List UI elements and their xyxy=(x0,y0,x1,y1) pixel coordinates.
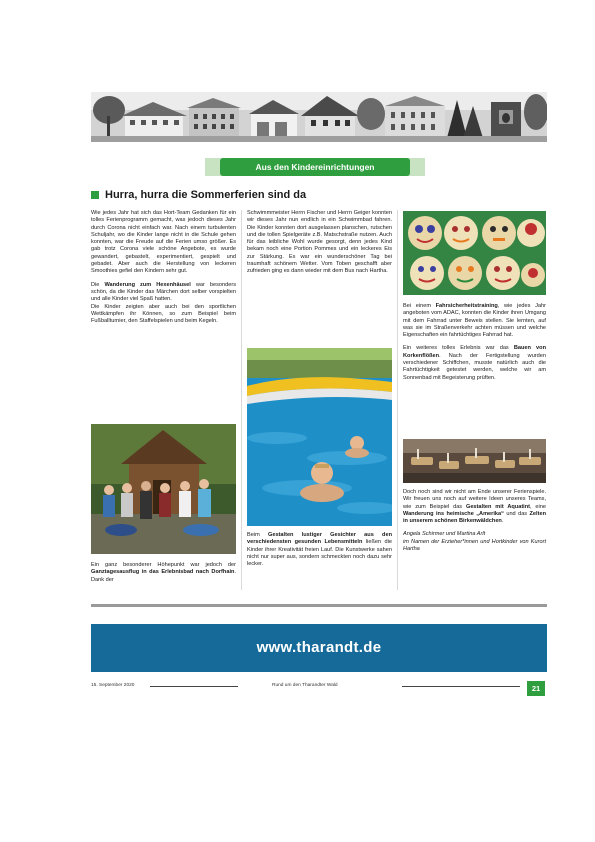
column-divider xyxy=(397,210,398,590)
footer-date: 15. September 2020 xyxy=(91,683,135,688)
bold-text: Gestalten lustiger Gesichter aus den verschiedensten gesunden Lebensmitteln xyxy=(247,532,392,546)
article-column-3 xyxy=(403,303,546,388)
paragraph xyxy=(403,345,546,381)
paragraph xyxy=(403,303,546,339)
text-run: und das xyxy=(503,510,530,517)
article-column-1 xyxy=(91,210,236,331)
article-title-row xyxy=(91,188,306,202)
paragraph: Wie jedes Jahr hat sich das Hort-Team Gedanken für ein tolles Ferienprogramm gemacht, was jedoch dieses Jahr durch Corona nicht einfach war. Nach einem turbulenten Schuljahr, wo die Kinder lange nicht in die Schule gehen konnten, war die Freude auf die Ferien umso größer. Es gab trotz Corona viele schöne Angebote, es wurde gewandert, gebastelt, experimentiert, gespielt und gebadet. Aber auch die Herstellung von leckeren Smoothies gefiel den Kindern sehr gut. xyxy=(91,210,236,275)
bold-text: Gestalten mit Aquatint xyxy=(465,503,531,510)
title-square-icon xyxy=(91,191,99,199)
text-run: ließen die Kinder ihrer Kreativität freien Lauf. Die Kunstwerke sahen nicht nur super aus, sondern schmeckten noch dazu sehr lecker. xyxy=(247,539,392,568)
url-banner[interactable]: www.tharandt.de xyxy=(91,624,547,672)
section-header-label: Aus den Kindereinrichtungen xyxy=(220,158,410,176)
text-run: Die Kinder zeigten aber auch bei den sportlichen Wettkämpfen ihr Können, so zum Beispiel beim Fußballturnier, den Staffelspielen und beim Kegeln. xyxy=(91,303,236,325)
column-divider xyxy=(241,210,242,590)
text-run: Beim xyxy=(247,532,268,538)
text-run: Ein weiteres tolles Erlebnis war das xyxy=(403,345,514,352)
article-column-2 xyxy=(247,210,392,282)
signature-role: im Namen der Erzieher*innen und Hortkinder von Kurort Hartha xyxy=(403,538,546,553)
footer-publication: Rund um den Tharandter Wald xyxy=(272,683,338,688)
text-run: Ein ganz besonderer Höhepunkt war jedoch der xyxy=(91,562,236,568)
article-column-3-continued xyxy=(403,489,546,559)
text-run: war besonders schön, da die Kinder das Märchen dort selber vorspielten und alle Kinder viel Spaß hatten. xyxy=(91,281,236,303)
text-run: , eine xyxy=(530,503,547,510)
paragraph xyxy=(403,489,546,525)
paragraph: Schwimmmeister Herrn Fischer und Herrn Geiger konnten wir dieses Jahr nun endlich in ein Schwimmbad fahren. Die Kinder konnten dort ausgelassen planschen, rutschen und die tollen Spielgeräte z.B. Matschstraße nutzen. Auch für das leibliche Wohl wurde gesorgt, denn jedes Kind bekam noch eine Portion Pommes und ein leckeres Eis zur Stärkung. Es war ein wunderschöner Tag bei traumhaft schönem Wetter. Vom Toben geschafft aber zufrieden ging es dann wieder mit dem Bus nach Hartha. xyxy=(247,210,392,275)
bold-text: Fahrsicherheitstraining xyxy=(435,303,498,309)
bold-text: Zelten in unserem schönen Birkenwäldchen xyxy=(403,510,546,525)
text-run: , wie jedes Jahr angeboten vom ADAC, konnten die Kinder ihren Umgang mit dem Fahrrad unter Beweis stellen. Sie lernten, auf was sie im Straßenverkehr achten müssen und welche Eigenschaften ein fahrtüchtiges Fahrrad hat. xyxy=(403,303,546,339)
bold-text: Bauen von Korkenflößen xyxy=(403,345,546,359)
photo-food-faces xyxy=(403,211,546,295)
photo-cork-rafts xyxy=(403,439,546,483)
bottom-divider xyxy=(91,604,547,607)
photo-swimming-pool xyxy=(247,348,392,526)
paragraph xyxy=(91,562,236,584)
bold-text: Ganztagesausflug in das Erlebnisbad nach Dorfhain xyxy=(91,569,235,576)
text-run: . Nach der Fertigstellung wurden verschiedener Schiffchen, musste natürlich auch die Fahrtüchtigkeit getestet werden, welche wir am Sonnenbad mit Begeisterung prüften. xyxy=(403,352,546,381)
article-column-1-continued xyxy=(91,562,236,590)
page-number: 21 xyxy=(527,681,545,696)
footer-rule xyxy=(150,686,238,687)
text-run: Die xyxy=(91,281,105,288)
bold-text: Wanderung ins heimische „Amerika“ xyxy=(403,510,504,517)
paragraph xyxy=(91,282,236,326)
photo-kids-hexenhaeusel xyxy=(91,424,236,554)
bold-text: Wanderung zum Hexenhäusel xyxy=(104,281,191,288)
text-run: Doch noch sind wir nicht am Ende unserer Ferienspiele. Wir freuen uns noch auf weitere Ideen unseres Teams, wie zum Beispiel das xyxy=(403,489,546,510)
header-photo-banner xyxy=(91,92,547,142)
signature-names: Angela Schirmer und Martina Arlt xyxy=(403,531,486,538)
article-column-2-continued xyxy=(247,532,392,574)
signature xyxy=(403,531,546,553)
text-run: Bei einem xyxy=(403,303,436,309)
footer-rule xyxy=(402,686,520,687)
article-title: Hurra, hurra die Sommerferien sind da xyxy=(105,189,307,201)
text-run: . Dank der xyxy=(91,569,236,583)
text-run: . xyxy=(501,518,504,525)
paragraph xyxy=(247,532,392,568)
